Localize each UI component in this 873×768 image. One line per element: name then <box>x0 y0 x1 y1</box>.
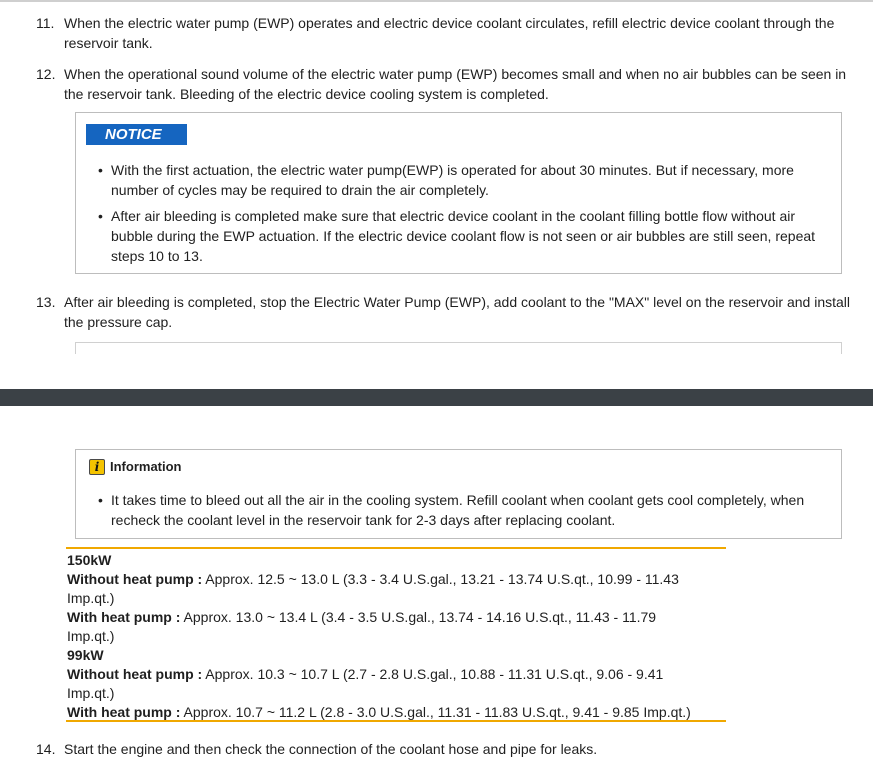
notice-item-text: After air bleeding is completed make sure that electric device coolant in the coolant filling bottle flow without air bubble during the EWP actuation. If the electric device coolant flow is not seen or air bubbles are still seen, repeat steps 10 to 13. <box>111 208 816 264</box>
notice-box <box>75 112 842 274</box>
spec-line <box>67 703 725 722</box>
spec-value: Approx. 13.0 ~ 13.4 L (3.4 - 3.5 U.S.gal., 13.74 - 14.16 U.S.qt., 11.43 - 11.79 <box>180 609 657 625</box>
page-break-band <box>0 389 873 406</box>
step-text: Start the engine and then check the connection of the coolant hose and pipe for leaks. <box>64 741 598 757</box>
bullet-dot: • <box>98 208 103 224</box>
step-text: When the electric water pump (EWP) operates and electric device coolant circulates, refill electric device coolant through the reservoir tank. <box>64 15 835 51</box>
top-divider <box>0 0 873 2</box>
step-number: 12. <box>36 66 56 82</box>
spec-line: Imp.qt.) <box>67 590 115 606</box>
cut-off-box <box>75 342 842 354</box>
step-number: 14. <box>36 741 56 757</box>
spec-label: Without heat pump : <box>67 571 203 587</box>
notice-item-text: With the first actuation, the electric water pump(EWP) is operated for about 30 minutes. But if necessary, more number of cycles may be required to drain the air completely. <box>111 162 794 198</box>
information-box <box>75 449 842 539</box>
spec-label: With heat pump : <box>67 704 181 720</box>
notice-badge: NOTICE <box>86 124 187 145</box>
spec-line: Imp.qt.) <box>67 628 115 644</box>
spec-label: With heat pump : <box>67 609 181 625</box>
spec-line: Imp.qt.) <box>67 685 115 701</box>
bullet-dot: • <box>98 492 103 508</box>
step-text: When the operational sound volume of the electric water pump (EWP) becomes small and when no air bubbles can be seen in the reservoir tank. Bleeding of the electric device cooling system is completed. <box>64 66 847 102</box>
spec-value: Approx. 10.3 ~ 10.7 L (2.7 - 2.8 U.S.gal., 10.88 - 11.31 U.S.qt., 9.06 - 9.41 <box>202 666 664 682</box>
spec-label: Without heat pump : <box>67 666 203 682</box>
step-text: After air bleeding is completed, stop the Electric Water Pump (EWP), add coolant to the "MAX" level on the reservoir and install the pressure cap. <box>64 294 851 330</box>
spec-heading-150kw: 150kW <box>67 552 112 568</box>
coolant-capacity-spec <box>66 547 726 722</box>
step-number: 11. <box>36 15 55 31</box>
step-number: 13. <box>36 294 56 310</box>
spec-value: Approx. 12.5 ~ 13.0 L (3.3 - 3.4 U.S.gal., 13.21 - 13.74 U.S.qt., 10.99 - 11.43 <box>202 571 679 587</box>
spec-line <box>67 570 725 589</box>
spec-heading-99kw: 99kW <box>67 647 104 663</box>
spec-value: Approx. 10.7 ~ 11.2 L (2.8 - 3.0 U.S.gal., 11.31 - 11.83 U.S.qt., 9.41 - 9.85 Imp.qt.) <box>180 704 691 720</box>
spec-line <box>67 608 725 627</box>
information-title: Information <box>110 459 182 474</box>
bullet-dot: • <box>98 162 103 178</box>
info-icon: i <box>89 459 105 475</box>
spec-line <box>67 665 725 684</box>
information-item-text: It takes time to bleed out all the air in the cooling system. Refill coolant when coolant gets cool completely, when recheck the coolant level in the reservoir tank for 2-3 days after replacing coolant. <box>111 492 805 528</box>
